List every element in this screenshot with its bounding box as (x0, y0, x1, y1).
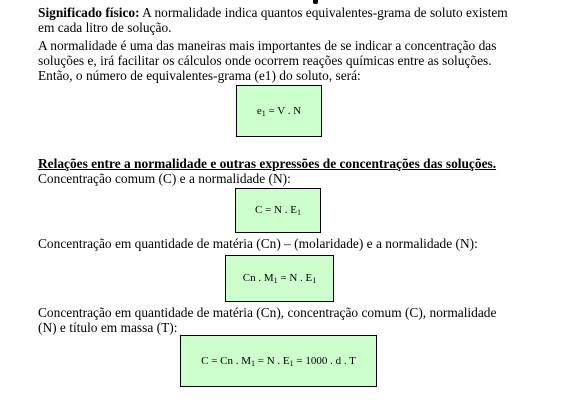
formula-box-equivalents (236, 85, 322, 137)
relation-2-text: Concentração em quantidade de matéria (Cn) – (molaridade) e a normalidade (N): (38, 236, 478, 251)
formula-4: C = Cn . $M_1 = N$ . $E_1 = 1000$ . d . T (201, 354, 356, 368)
relation-3-line-1: Concentração em quantidade de matéria (Cn), concentração comum (C), normalidade (38, 305, 497, 320)
formula-1: $e_1 = V$ . N (256, 104, 302, 118)
relation-1-text: Concentração comum (C) e a normalidade (N): (38, 171, 291, 186)
text-line-1-rest: A normalidade indica quantos equivalentes-grama de soluto existem (139, 5, 508, 20)
section-heading: Relações entre a normalidade e outras expressões de concentrações das soluções. (38, 156, 497, 171)
formula-box-molaridade (225, 255, 334, 302)
relation-3-text-line-2: (N) e título em massa (T): (38, 320, 178, 335)
top-edge-mark (313, 0, 318, 4)
formula-box-all-relations (180, 335, 377, 387)
text-line-4: soluções e, irá facilitar os cálculos onde ocorrem reações químicas entre as soluções. (38, 53, 492, 68)
formula-box-concentracao-comum (235, 188, 321, 233)
text-line-1 (38, 5, 508, 20)
significado-label: Significado físico: (38, 5, 140, 20)
formula-3: Cn . $M_1 = N$ . $E_1$ (242, 272, 317, 285)
formula-2: C = N . $E_1$ (255, 204, 301, 217)
text-line-3: A normalidade é uma das maneiras mais importantes de se indicar a concentração das (38, 38, 497, 53)
relation-3-text-line-1 (38, 305, 524, 320)
text-line-2: em cada litro de solução. (38, 20, 172, 35)
text-line-5: Então, o número de equivalentes-grama (e1) do soluto, será: (38, 68, 361, 83)
